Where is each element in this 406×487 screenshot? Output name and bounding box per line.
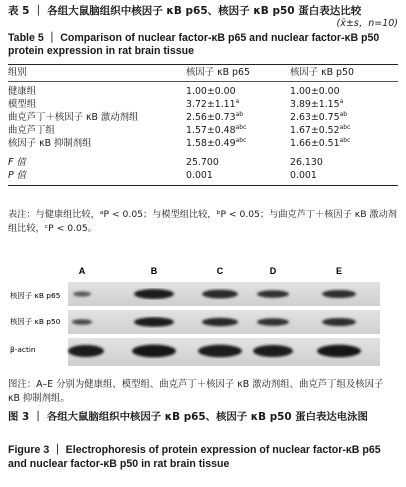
- header-p65: 核因子 κB p65: [186, 67, 250, 78]
- cell-p65-value: 1.57±0.48: [186, 125, 236, 136]
- cell-p65: [186, 85, 290, 98]
- table-header-row: [8, 65, 398, 81]
- band-p50-c: [202, 318, 238, 326]
- cell-p65-value: 1.58±0.49: [186, 138, 236, 149]
- cell-p65: [186, 98, 290, 111]
- table5-title-cn: 表 5 ｜ 各组大鼠脑组织中核因子 κB p65、核因子 κB p50 蛋白表达比较 (x̄±s，n=10): [8, 5, 398, 29]
- cell-p50-value: 2.63±0.75: [290, 112, 340, 123]
- figure3-title-en: Figure 3 ｜ Electrophoresis of protein expression of nuclear factor-κB p65 and nuclear factor-κB p50 in rat brain tissue: [8, 444, 381, 470]
- band-actin-a: [68, 345, 104, 357]
- table-row: [8, 137, 398, 150]
- table5-title-en: Table 5 ｜ Comparison of nuclear factor-κB p65 and nuclear factor-κB p50 protein expression in rat brain tissue: [8, 32, 380, 57]
- cell-p65-value: 2.56±0.73: [186, 112, 236, 123]
- lane-label-b: B: [150, 266, 158, 276]
- lane-label-d: D: [269, 266, 277, 276]
- table5-stat-note: (x̄±s，n=10): [336, 18, 398, 29]
- header-p50: 核因子 κB p50: [290, 67, 354, 78]
- lane-label-a: A: [78, 266, 86, 276]
- band-p65-a: [73, 291, 91, 296]
- cell-p50: [290, 85, 398, 98]
- cell-p65-sup: ab: [235, 110, 244, 118]
- table5-note: 表注：与健康组比较，ᵃP < 0.05；与模型组比较，ᵇP < 0.05；与曲克芦丁＋核因子 κB 激动剂组比较，ᶜP < 0.05。: [8, 209, 397, 234]
- band-p65-e: [322, 290, 356, 298]
- cell-p50-sup: ab: [339, 110, 348, 118]
- band-actin-c: [198, 345, 242, 357]
- table-row: [8, 111, 398, 124]
- table-row-f: [8, 156, 398, 169]
- cell-p50-sup: abc: [339, 123, 351, 131]
- band-p65-c: [202, 290, 238, 299]
- band-p50-b: [134, 317, 174, 327]
- cell-p50-value: 1.67±0.52: [290, 125, 340, 136]
- band-actin-d: [253, 345, 293, 357]
- cell-group: 模型组: [8, 99, 37, 110]
- header-group: 组别: [8, 67, 27, 78]
- cell-p65: [186, 124, 290, 137]
- cell-p65-value: 3.72±1.11: [186, 99, 236, 110]
- stat-f-p50: 26.130: [290, 157, 323, 168]
- band-p65-b: [134, 289, 174, 299]
- figure3-note: 图注：A–E 分别为健康组、模型组、曲克芦丁＋核因子 κB 激动剂组、曲克芦丁组及核因子 κB 抑制剂组。: [8, 379, 384, 404]
- stat-p-p50: 0.001: [290, 170, 317, 181]
- band-actin-b: [132, 345, 176, 358]
- table-row: [8, 85, 398, 98]
- cell-group: 曲克芦丁＋核因子 κB 激动剂组: [8, 112, 139, 123]
- cell-p50-value: 3.89±1.15: [290, 99, 340, 110]
- cell-p65-sup: abc: [235, 136, 247, 144]
- table5: [8, 64, 398, 186]
- stat-p-p65: 0.001: [186, 170, 213, 181]
- table-row-p: [8, 169, 398, 182]
- cell-p50-sup: abc: [339, 136, 351, 144]
- cell-p50: [290, 98, 398, 111]
- table-row: [8, 98, 398, 111]
- cell-p50-value: 1.00±0.00: [290, 86, 340, 97]
- cell-p50: [290, 137, 398, 150]
- table-row: [8, 124, 398, 137]
- cell-p50-value: 1.66±0.51: [290, 138, 340, 149]
- lane-label-c: C: [216, 266, 224, 276]
- cell-p65: [186, 137, 290, 150]
- band-label-p65: 核因子 κB p65: [10, 291, 61, 300]
- western-blot-figure: [8, 264, 398, 374]
- band-p50-d: [257, 318, 289, 326]
- lane-label-e: E: [335, 266, 343, 276]
- band-actin-e: [317, 345, 361, 357]
- band-p50-a: [72, 319, 92, 325]
- cell-group: 核因子 κB 抑制剂组: [8, 138, 92, 149]
- cell-p50: [290, 124, 398, 137]
- stat-label: P 值: [8, 170, 27, 181]
- cell-p65-value: 1.00±0.00: [186, 86, 236, 97]
- figure3-title-cn: 图 3 ｜ 各组大鼠脑组织中核因子 κB p65、核因子 κB p50 蛋白表达电泳图: [8, 411, 368, 423]
- cell-group: 健康组: [8, 86, 37, 97]
- cell-group: 曲克芦丁组: [8, 125, 55, 136]
- cell-p65-sup: a: [235, 97, 240, 105]
- cell-p50-sup: a: [339, 97, 344, 105]
- band-label-actin: β-actin: [10, 345, 36, 354]
- table-bottom-rule: [8, 185, 398, 186]
- band-p65-d: [257, 290, 289, 298]
- band-p50-e: [322, 318, 356, 326]
- stat-label: F 值: [8, 157, 26, 168]
- cell-p50: [290, 111, 398, 124]
- stat-f-p65: 25.700: [186, 157, 219, 168]
- band-label-p50: 核因子 κB p50: [10, 317, 61, 326]
- cell-p65: [186, 111, 290, 124]
- cell-p65-sup: abc: [235, 123, 247, 131]
